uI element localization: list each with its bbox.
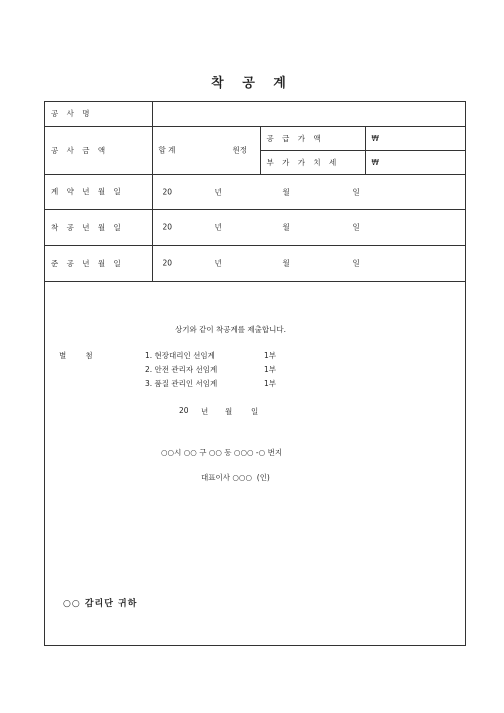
submit-date-m: 월 (225, 407, 233, 416)
completion-date-value (152, 245, 465, 281)
start-date-y: 년 (214, 222, 222, 232)
address-line: ○○시 ○○ 구 ○○ 동 ○○○ -○ 번지 (161, 448, 283, 457)
supply-price-value: ₩ (365, 126, 465, 150)
recipient-line: ○○ 감리단 귀하 (63, 599, 138, 609)
document-title: 착 공 계 (211, 76, 293, 91)
attachment-item-1: 1. 현장대리인 선임계 (145, 351, 215, 360)
info-table (45, 102, 465, 282)
contract-date-y: 년 (214, 187, 222, 196)
completion-date-m: 월 (282, 258, 290, 268)
completion-date-label: 준 공 년 월 일 (45, 245, 152, 281)
amount-label: 공 사 금 액 (45, 126, 152, 174)
supply-price-label: 공 급 가 액 (260, 126, 365, 150)
attachment-label: 별 첨 (59, 351, 93, 360)
contract-date-year: 20 (162, 187, 173, 196)
completion-date-d: 일 (352, 258, 360, 268)
amount-total-cell (152, 126, 260, 174)
vat-label: 부 가 가 치 세 (260, 150, 365, 174)
contract-date-d: 일 (352, 187, 360, 196)
submit-date-y: 년 (201, 407, 209, 416)
start-date-label: 착 공 년 월 일 (45, 209, 152, 245)
amount-total-unit: 원정 (232, 145, 247, 155)
amount-total-label: 합 계 (158, 145, 176, 155)
completion-date-year: 20 (162, 258, 173, 268)
row-project-name (45, 102, 465, 126)
attachment-count-3: 1부 (264, 379, 277, 388)
attachment-item-2: 2. 안전 관리자 선임계 (145, 365, 218, 374)
row-contract-date (45, 174, 465, 209)
project-name-label: 공 사 명 (45, 102, 152, 126)
row-start-date (45, 209, 465, 245)
contract-date-label: 계 약 년 월 일 (45, 174, 152, 209)
completion-date-y: 년 (214, 258, 222, 268)
vat-value: ₩ (365, 150, 465, 174)
submit-date-d: 일 (251, 407, 259, 416)
start-date-d: 일 (352, 222, 360, 232)
start-date-value (152, 209, 465, 245)
submission-statement: 상기와 같이 착공계를 제출합니다. (175, 325, 286, 334)
contract-date-value (152, 174, 465, 209)
attachment-count-1: 1부 (264, 351, 277, 360)
start-date-m: 월 (282, 222, 290, 232)
form-frame (44, 101, 466, 646)
row-amount-supply (45, 126, 465, 150)
contract-date-m: 월 (282, 187, 290, 196)
representative-line: 대표이사 ○○○ (인) (201, 473, 270, 482)
attachment-item-3: 3. 품질 관리인 서임계 (145, 379, 218, 388)
submit-date-year: 20 (179, 406, 189, 415)
start-date-year: 20 (162, 222, 173, 232)
row-completion-date (45, 245, 465, 281)
project-name-value (152, 102, 465, 126)
attachment-count-2: 1부 (264, 365, 277, 374)
